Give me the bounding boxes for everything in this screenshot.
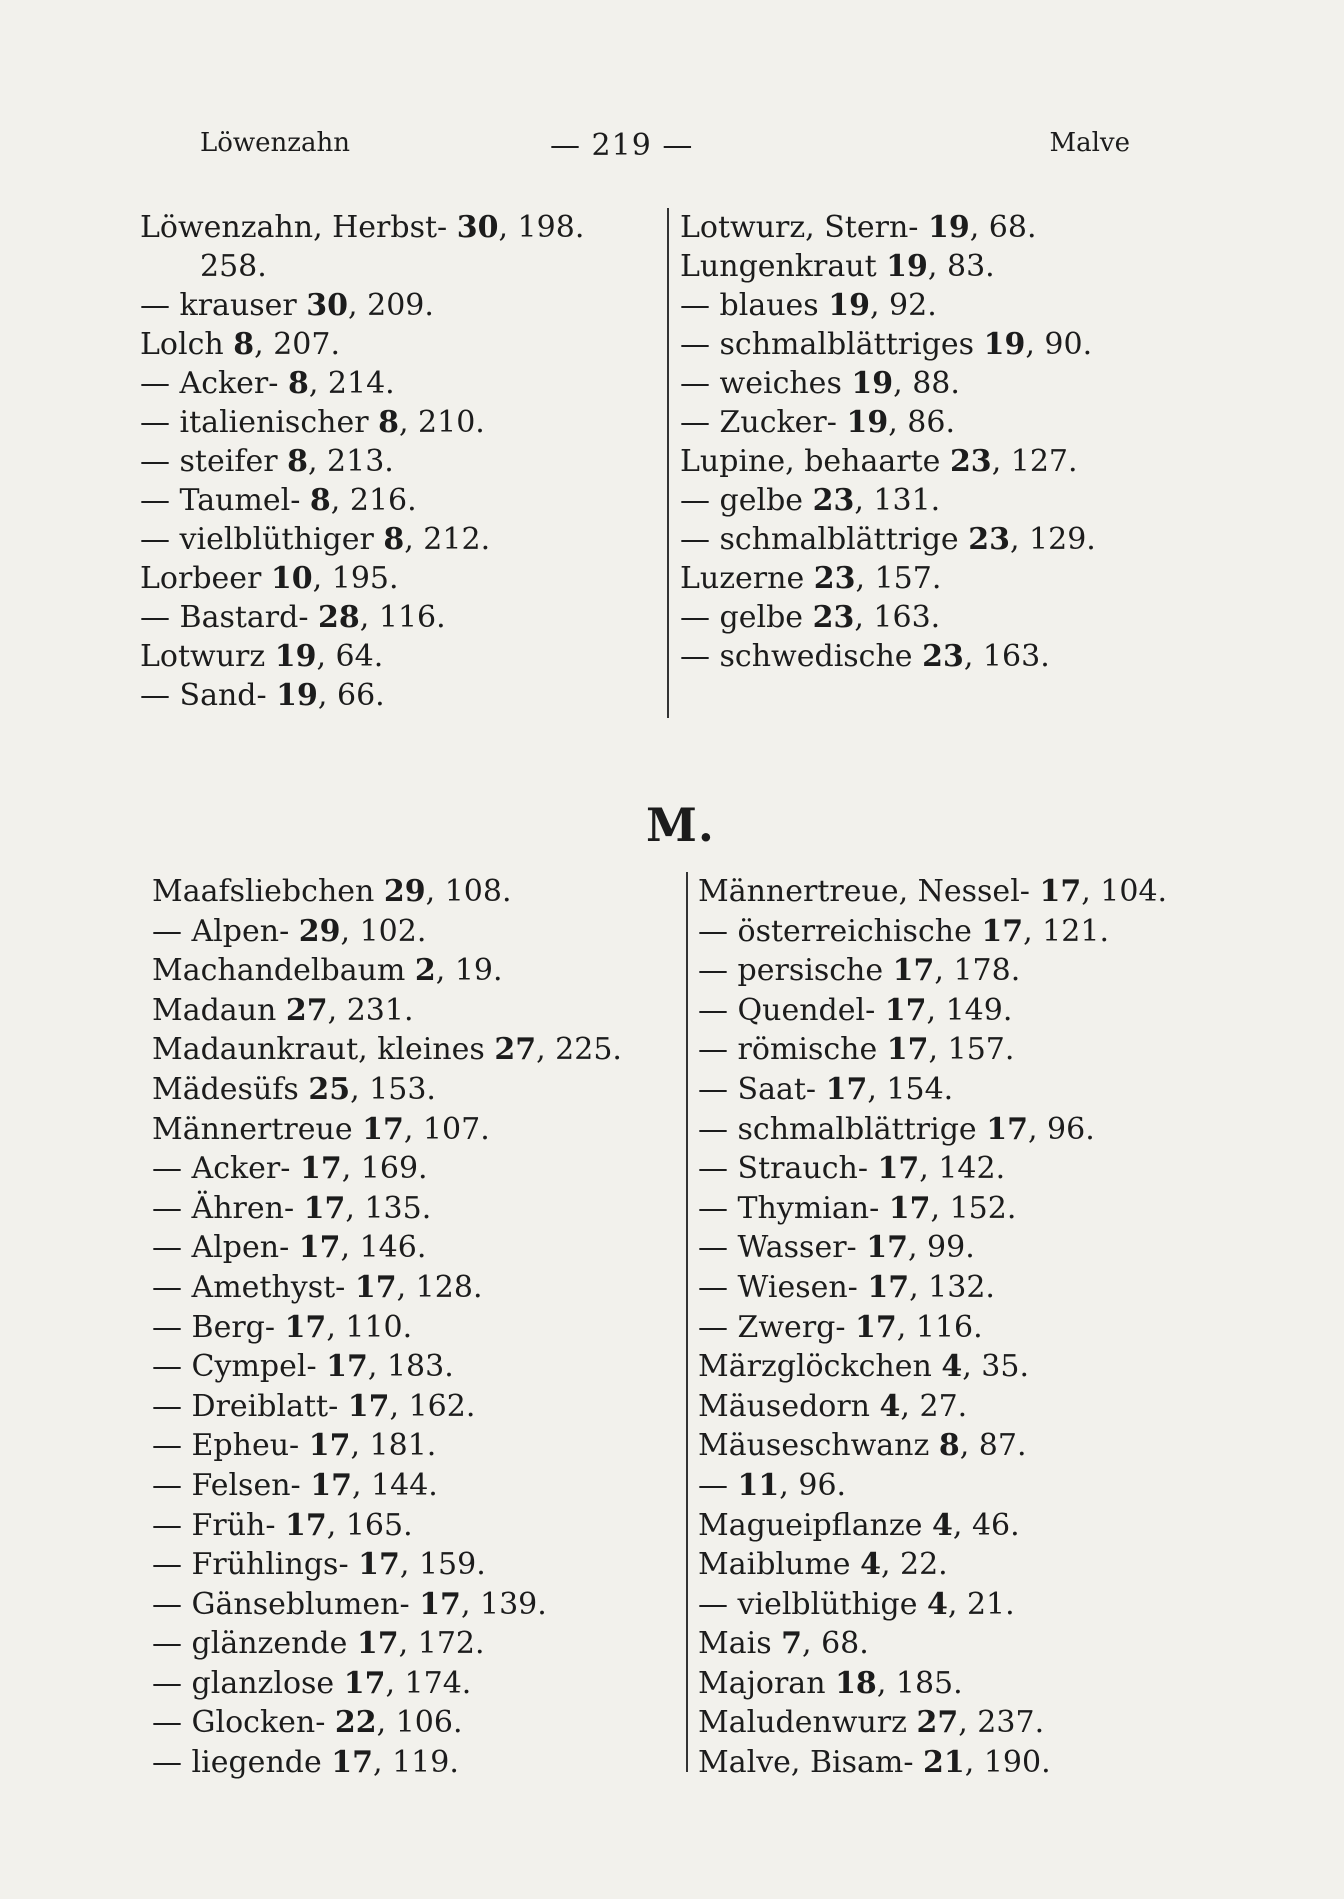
entry-plate-number: 4 bbox=[860, 1547, 881, 1583]
entry-term: — Frühlings- bbox=[152, 1547, 359, 1583]
entry-term: Lotwurz bbox=[140, 639, 275, 674]
entry-plate-number: 27 bbox=[916, 1705, 959, 1741]
index-entry bbox=[152, 1149, 682, 1189]
entry-term: — Alpen- bbox=[152, 1230, 299, 1266]
entry-page-number: , 209. bbox=[348, 288, 434, 323]
index-entry bbox=[152, 1110, 682, 1150]
entry-plate-number: 4 bbox=[879, 1388, 901, 1424]
entry-plate-number: 17 bbox=[310, 1467, 352, 1503]
column-divider bbox=[686, 872, 688, 1772]
entry-plate-number: 8 bbox=[287, 366, 309, 401]
entry-term: Luzerne bbox=[680, 561, 814, 596]
entry-page-number: , 190. bbox=[964, 1745, 1051, 1781]
entry-page-number: , 68. bbox=[969, 210, 1037, 245]
entry-plate-number: 17 bbox=[356, 1626, 399, 1662]
entry-plate-number: 4 bbox=[927, 1586, 948, 1622]
entry-plate-number: 28 bbox=[318, 600, 360, 635]
entry-term: — Strauch- bbox=[698, 1151, 878, 1187]
entry-page-number: , 169. bbox=[341, 1151, 428, 1187]
index-entry bbox=[698, 912, 1198, 952]
index-entry bbox=[680, 403, 1140, 442]
entry-page-number: , 19. bbox=[435, 953, 503, 989]
index-entry bbox=[680, 442, 1140, 481]
index-entry bbox=[140, 442, 660, 481]
entry-plate-number: 8 bbox=[378, 405, 399, 440]
entry-term: — liegende bbox=[152, 1745, 332, 1781]
index-entry bbox=[140, 481, 660, 520]
entry-page-number: , 144. bbox=[351, 1467, 438, 1503]
entry-plate-number: 8 bbox=[309, 483, 331, 518]
entry-page-number: , 35. bbox=[962, 1349, 1029, 1385]
index-entry bbox=[680, 364, 1140, 403]
entry-page-number: , 110. bbox=[326, 1309, 413, 1345]
running-header bbox=[200, 128, 1130, 168]
index-entry bbox=[152, 912, 682, 952]
index-entry bbox=[140, 247, 660, 286]
index-entry bbox=[698, 1228, 1198, 1268]
entry-page-number: , 106. bbox=[376, 1705, 463, 1741]
entry-plate-number: 8 bbox=[938, 1428, 960, 1464]
index-entry bbox=[698, 1585, 1198, 1625]
entry-term: 258. bbox=[200, 249, 267, 284]
entry-page-number: , 181. bbox=[350, 1428, 437, 1464]
entry-page-number: , 135. bbox=[345, 1190, 432, 1226]
index-entry bbox=[152, 1743, 682, 1783]
entry-term: — römische bbox=[698, 1032, 887, 1068]
entry-term: Lolch bbox=[140, 327, 234, 362]
entry-page-number: , 96. bbox=[779, 1467, 847, 1503]
entry-page-number: , 210. bbox=[398, 405, 485, 440]
entry-page-number: , 225. bbox=[536, 1032, 622, 1068]
entry-plate-number: 8 bbox=[233, 327, 255, 362]
index-entry bbox=[152, 1387, 682, 1427]
entry-plate-number: 23 bbox=[812, 483, 855, 518]
entry-page-number: , 207. bbox=[254, 327, 340, 362]
entry-plate-number: 17 bbox=[855, 1309, 897, 1345]
index-entry bbox=[698, 872, 1198, 912]
index-entry bbox=[698, 1664, 1198, 1704]
entry-plate-number: 30 bbox=[456, 210, 499, 245]
index-entry bbox=[698, 1387, 1198, 1427]
entry-page-number: , 153. bbox=[350, 1071, 436, 1107]
header-right-keyword: Malve bbox=[1049, 128, 1130, 158]
index-entry bbox=[152, 991, 682, 1031]
index-entry bbox=[698, 1189, 1198, 1229]
entry-term: — Berg- bbox=[152, 1309, 285, 1345]
index-entry bbox=[140, 208, 660, 247]
index-entry bbox=[698, 1426, 1198, 1466]
entry-plate-number: 19 bbox=[274, 639, 317, 674]
entry-term: — Quendel- bbox=[698, 992, 885, 1028]
index-entry bbox=[152, 1426, 682, 1466]
index-entry bbox=[698, 1308, 1198, 1348]
entry-plate-number: 19 bbox=[276, 678, 318, 713]
entry-page-number: , 172. bbox=[398, 1626, 485, 1662]
index-entry bbox=[140, 559, 660, 598]
entry-page-number: , 178. bbox=[934, 953, 1021, 989]
entry-plate-number: 11 bbox=[737, 1467, 780, 1503]
entry-term: — Cympel- bbox=[152, 1349, 327, 1385]
index-entry bbox=[152, 872, 682, 912]
entry-page-number: , 90. bbox=[1025, 327, 1093, 362]
entry-page-number: , 213. bbox=[307, 444, 394, 479]
entry-term: — Glocken- bbox=[152, 1705, 335, 1741]
entry-term: — vielblüthige bbox=[698, 1586, 928, 1622]
entry-page-number: , 212. bbox=[404, 522, 491, 557]
entry-plate-number: 17 bbox=[888, 1190, 931, 1226]
entry-page-number: , 104. bbox=[1081, 874, 1168, 909]
index-column-right bbox=[698, 872, 1198, 1783]
entry-plate-number: 4 bbox=[932, 1507, 953, 1543]
entry-term: — gelbe bbox=[680, 600, 813, 635]
index-entry bbox=[698, 1624, 1198, 1664]
entry-term: — glanzlose bbox=[152, 1665, 344, 1701]
entry-plate-number: 8 bbox=[287, 444, 308, 479]
index-entry bbox=[140, 676, 660, 715]
index-section-l bbox=[140, 208, 1140, 728]
entry-plate-number: 23 bbox=[922, 639, 964, 674]
entry-term: — Sand- bbox=[140, 678, 277, 713]
entry-term: — österreichische bbox=[698, 913, 982, 949]
entry-page-number: , 88. bbox=[893, 366, 960, 401]
entry-page-number: , 149. bbox=[926, 992, 1013, 1028]
entry-page-number: , 162. bbox=[389, 1388, 476, 1424]
entry-page-number: , 154. bbox=[867, 1071, 954, 1107]
entry-term: — Früh- bbox=[152, 1507, 286, 1543]
entry-plate-number: 17 bbox=[284, 1309, 327, 1345]
entry-term: — schmalblättrige bbox=[680, 522, 969, 557]
entry-page-number: , 214. bbox=[308, 366, 395, 401]
entry-term: — glänzende bbox=[152, 1626, 357, 1662]
entry-term: — weiches bbox=[680, 366, 852, 401]
entry-page-number: , 21. bbox=[947, 1586, 1015, 1622]
entry-plate-number: 17 bbox=[308, 1428, 351, 1464]
entry-page-number: , 96. bbox=[1027, 1111, 1095, 1147]
entry-page-number: , 99. bbox=[907, 1230, 975, 1266]
index-entry bbox=[698, 951, 1198, 991]
entry-page-number: , 195. bbox=[312, 561, 399, 596]
entry-page-number: , 68. bbox=[802, 1626, 869, 1662]
entry-page-number: , 108. bbox=[425, 874, 512, 909]
entry-page-number: , 157. bbox=[855, 561, 942, 596]
entry-term: — vielblüthiger bbox=[140, 522, 384, 557]
index-entry bbox=[140, 520, 660, 559]
entry-page-number: , 231. bbox=[327, 992, 414, 1028]
index-section-m bbox=[152, 872, 1202, 1792]
entry-term: Lupine, behaarte bbox=[680, 444, 950, 479]
entry-plate-number: 17 bbox=[303, 1190, 346, 1226]
index-entry bbox=[152, 951, 682, 991]
entry-term: — schmalblättriges bbox=[680, 327, 984, 362]
index-entry bbox=[152, 1308, 682, 1348]
entry-term: Magueipflanze bbox=[698, 1507, 932, 1543]
entry-term: — steifer bbox=[140, 444, 288, 479]
entry-term: Majoran bbox=[698, 1665, 836, 1701]
entry-page-number: , 129. bbox=[1009, 522, 1096, 557]
entry-page-number: , 163. bbox=[854, 600, 941, 635]
entry-page-number: , 131. bbox=[854, 483, 941, 518]
entry-term: Männertreue bbox=[152, 1111, 363, 1147]
index-entry bbox=[152, 1070, 682, 1110]
entry-term: — Felsen- bbox=[152, 1467, 311, 1503]
entry-page-number: , 46. bbox=[952, 1507, 1020, 1543]
index-entry bbox=[140, 364, 660, 403]
entry-plate-number: 4 bbox=[941, 1349, 963, 1385]
index-entry bbox=[140, 325, 660, 364]
index-entry bbox=[152, 1506, 682, 1546]
entry-plate-number: 17 bbox=[986, 1111, 1028, 1147]
entry-term: Mädesüfs bbox=[152, 1071, 309, 1107]
entry-term: — Acker- bbox=[152, 1151, 300, 1187]
index-entry bbox=[698, 1030, 1198, 1070]
entry-plate-number: 17 bbox=[354, 1269, 397, 1305]
entry-term: Maiblume bbox=[698, 1547, 861, 1583]
entry-page-number: , 146. bbox=[340, 1230, 427, 1266]
entry-term: — schwedische bbox=[680, 639, 923, 674]
entry-plate-number: 17 bbox=[981, 913, 1024, 949]
entry-plate-number: 17 bbox=[825, 1071, 868, 1107]
entry-term: — Ähren- bbox=[152, 1190, 304, 1226]
entry-term: Löwenzahn, Herbst- bbox=[140, 210, 457, 245]
entry-page-number: , 87. bbox=[959, 1428, 1027, 1464]
entry-plate-number: 23 bbox=[812, 600, 855, 635]
index-entry bbox=[152, 1664, 682, 1704]
index-entry bbox=[698, 1466, 1198, 1506]
index-entry bbox=[140, 286, 660, 325]
entry-term: — Acker- bbox=[140, 366, 288, 401]
entry-page-number: , 119. bbox=[373, 1745, 459, 1781]
entry-page-number: , 102. bbox=[340, 913, 427, 949]
index-entry bbox=[680, 598, 1140, 637]
entry-plate-number: 19 bbox=[927, 210, 970, 245]
index-entry bbox=[698, 1110, 1198, 1150]
entry-plate-number: 27 bbox=[494, 1032, 537, 1068]
entry-term: Märzglöckchen bbox=[698, 1349, 942, 1385]
entry-plate-number: 23 bbox=[949, 444, 992, 479]
entry-plate-number: 17 bbox=[886, 1032, 929, 1068]
entry-plate-number: 17 bbox=[892, 953, 935, 989]
entry-page-number: , 116. bbox=[896, 1309, 983, 1345]
entry-plate-number: 7 bbox=[781, 1626, 803, 1662]
entry-page-number: , 216. bbox=[330, 483, 417, 518]
index-entry bbox=[698, 1545, 1198, 1585]
entry-term: Maludenwurz bbox=[698, 1705, 917, 1741]
column-divider bbox=[667, 208, 669, 718]
index-entry bbox=[698, 1149, 1198, 1189]
entry-page-number: , 83. bbox=[927, 249, 995, 284]
entry-term: — blaues bbox=[680, 288, 829, 323]
entry-plate-number: 17 bbox=[1039, 874, 1082, 909]
entry-plate-number: 17 bbox=[358, 1547, 400, 1583]
entry-plate-number: 19 bbox=[851, 366, 894, 401]
index-entry bbox=[140, 637, 660, 676]
index-entry bbox=[152, 1228, 682, 1268]
entry-plate-number: 25 bbox=[308, 1071, 351, 1107]
entry-plate-number: 23 bbox=[813, 561, 856, 596]
entry-plate-number: 17 bbox=[884, 992, 927, 1028]
entry-term: — persische bbox=[698, 953, 893, 989]
entry-plate-number: 19 bbox=[983, 327, 1026, 362]
entry-plate-number: 19 bbox=[828, 288, 870, 323]
entry-page-number: , 121. bbox=[1023, 913, 1109, 949]
entry-plate-number: 17 bbox=[362, 1111, 404, 1147]
entry-plate-number: 17 bbox=[877, 1151, 920, 1187]
entry-term: Lotwurz, Stern- bbox=[680, 210, 928, 245]
entry-term: — Saat- bbox=[698, 1071, 826, 1107]
entry-plate-number: 27 bbox=[285, 992, 328, 1028]
entry-plate-number: 19 bbox=[846, 405, 889, 440]
entry-term: — krauser bbox=[140, 288, 307, 323]
entry-term: — Wiesen- bbox=[698, 1269, 868, 1305]
index-entry bbox=[698, 1703, 1198, 1743]
entry-term: Malve, Bisam- bbox=[698, 1745, 924, 1781]
index-entry bbox=[152, 1030, 682, 1070]
entry-term: Lungenkraut bbox=[680, 249, 887, 284]
entry-term: — Dreiblatt- bbox=[152, 1388, 348, 1424]
entry-page-number: , 66. bbox=[317, 678, 385, 713]
entry-term: — Wasser- bbox=[698, 1230, 867, 1266]
entry-term: Mäuseschwanz bbox=[698, 1428, 939, 1464]
index-entry bbox=[152, 1624, 682, 1664]
index-entry bbox=[152, 1466, 682, 1506]
entry-plate-number: 2 bbox=[414, 953, 436, 989]
entry-term: — Gänseblumen- bbox=[152, 1586, 420, 1622]
entry-term: — Bastard- bbox=[140, 600, 319, 635]
entry-page-number: , 127. bbox=[991, 444, 1078, 479]
index-entry bbox=[152, 1703, 682, 1743]
entry-term: — Alpen- bbox=[152, 913, 299, 949]
index-entry bbox=[152, 1347, 682, 1387]
entry-page-number: , 185. bbox=[876, 1665, 963, 1701]
entry-plate-number: 17 bbox=[347, 1388, 390, 1424]
entry-term: — italienischer bbox=[140, 405, 379, 440]
entry-plate-number: 17 bbox=[298, 1230, 341, 1266]
entry-term: Madaunkraut, kleines bbox=[152, 1032, 495, 1068]
entry-plate-number: 29 bbox=[383, 874, 426, 909]
header-left-keyword: Löwenzahn bbox=[200, 128, 350, 158]
entry-plate-number: 17 bbox=[331, 1745, 374, 1781]
entry-term: — Taumel- bbox=[140, 483, 310, 518]
entry-page-number: , 183. bbox=[367, 1349, 454, 1385]
index-entry bbox=[680, 637, 1140, 676]
entry-page-number: , 139. bbox=[460, 1586, 547, 1622]
index-entry bbox=[698, 1506, 1198, 1546]
entry-plate-number: 8 bbox=[383, 522, 405, 557]
index-entry bbox=[698, 1347, 1198, 1387]
entry-page-number: , 132. bbox=[909, 1269, 995, 1305]
entry-term: — gelbe bbox=[680, 483, 813, 518]
entry-plate-number: 17 bbox=[326, 1349, 368, 1385]
index-entry bbox=[152, 1585, 682, 1625]
index-column-left bbox=[140, 208, 660, 715]
entry-page-number: , 86. bbox=[888, 405, 955, 440]
entry-page-number: , 157. bbox=[928, 1032, 1015, 1068]
entry-term: — Zwerg- bbox=[698, 1309, 856, 1345]
index-entry bbox=[680, 559, 1140, 598]
entry-page-number: , 198. bbox=[498, 210, 585, 245]
index-entry bbox=[698, 1743, 1198, 1783]
index-entry bbox=[680, 481, 1140, 520]
entry-plate-number: 29 bbox=[298, 913, 341, 949]
entry-plate-number: 30 bbox=[306, 288, 349, 323]
index-entry bbox=[680, 286, 1140, 325]
entry-term: Männertreue, Nessel- bbox=[698, 874, 1040, 909]
entry-page-number: , 116. bbox=[359, 600, 446, 635]
index-column-right bbox=[680, 208, 1140, 676]
index-entry bbox=[152, 1545, 682, 1585]
entry-plate-number: 17 bbox=[285, 1507, 327, 1543]
entry-page-number: , 92. bbox=[869, 288, 937, 323]
entry-term: — bbox=[698, 1467, 738, 1503]
entry-term: Lorbeer bbox=[140, 561, 271, 596]
entry-page-number: , 64. bbox=[316, 639, 384, 674]
entry-page-number: , 142. bbox=[919, 1151, 1006, 1187]
entry-plate-number: 22 bbox=[334, 1705, 377, 1741]
index-column-left bbox=[152, 872, 682, 1783]
entry-term: — Amethyst- bbox=[152, 1269, 355, 1305]
index-entry bbox=[698, 1268, 1198, 1308]
entry-term: Machandelbaum bbox=[152, 953, 415, 989]
entry-page-number: , 27. bbox=[900, 1388, 968, 1424]
entry-page-number: , 22. bbox=[880, 1547, 948, 1583]
page-number: — 219 — bbox=[550, 128, 694, 163]
index-entry bbox=[152, 1268, 682, 1308]
index-entry bbox=[152, 1189, 682, 1229]
index-entry bbox=[680, 247, 1140, 286]
entry-page-number: , 107. bbox=[403, 1111, 490, 1147]
entry-plate-number: 21 bbox=[923, 1745, 965, 1781]
entry-term: — Zucker- bbox=[680, 405, 847, 440]
index-entry bbox=[698, 991, 1198, 1031]
index-entry bbox=[680, 520, 1140, 559]
entry-page-number: , 165. bbox=[326, 1507, 413, 1543]
entry-plate-number: 19 bbox=[886, 249, 928, 284]
section-letter-heading: M. bbox=[646, 798, 715, 852]
entry-term: — Thymian- bbox=[698, 1190, 889, 1226]
entry-term: Mais bbox=[698, 1626, 782, 1662]
entry-page-number: , 128. bbox=[396, 1269, 483, 1305]
entry-plate-number: 18 bbox=[835, 1665, 877, 1701]
entry-plate-number: 17 bbox=[866, 1230, 908, 1266]
entry-page-number: , 163. bbox=[963, 639, 1050, 674]
entry-term: — Epheu- bbox=[152, 1428, 309, 1464]
entry-term: Maafsliebchen bbox=[152, 874, 384, 909]
entry-plate-number: 17 bbox=[867, 1269, 910, 1305]
entry-term: Madaun bbox=[152, 992, 286, 1028]
entry-page-number: , 237. bbox=[958, 1705, 1045, 1741]
index-entry bbox=[698, 1070, 1198, 1110]
entry-page-number: , 152. bbox=[930, 1190, 1017, 1226]
entry-term: — schmalblättrige bbox=[698, 1111, 987, 1147]
index-entry bbox=[680, 208, 1140, 247]
entry-plate-number: 23 bbox=[968, 522, 1010, 557]
index-entry bbox=[140, 403, 660, 442]
entry-plate-number: 17 bbox=[343, 1665, 386, 1701]
index-entry bbox=[140, 598, 660, 637]
entry-plate-number: 10 bbox=[270, 561, 313, 596]
entry-term: Mäusedorn bbox=[698, 1388, 880, 1424]
entry-plate-number: 17 bbox=[299, 1151, 342, 1187]
entry-page-number: , 174. bbox=[385, 1665, 472, 1701]
index-entry bbox=[680, 325, 1140, 364]
entry-page-number: , 159. bbox=[399, 1547, 486, 1583]
entry-plate-number: 17 bbox=[419, 1586, 461, 1622]
